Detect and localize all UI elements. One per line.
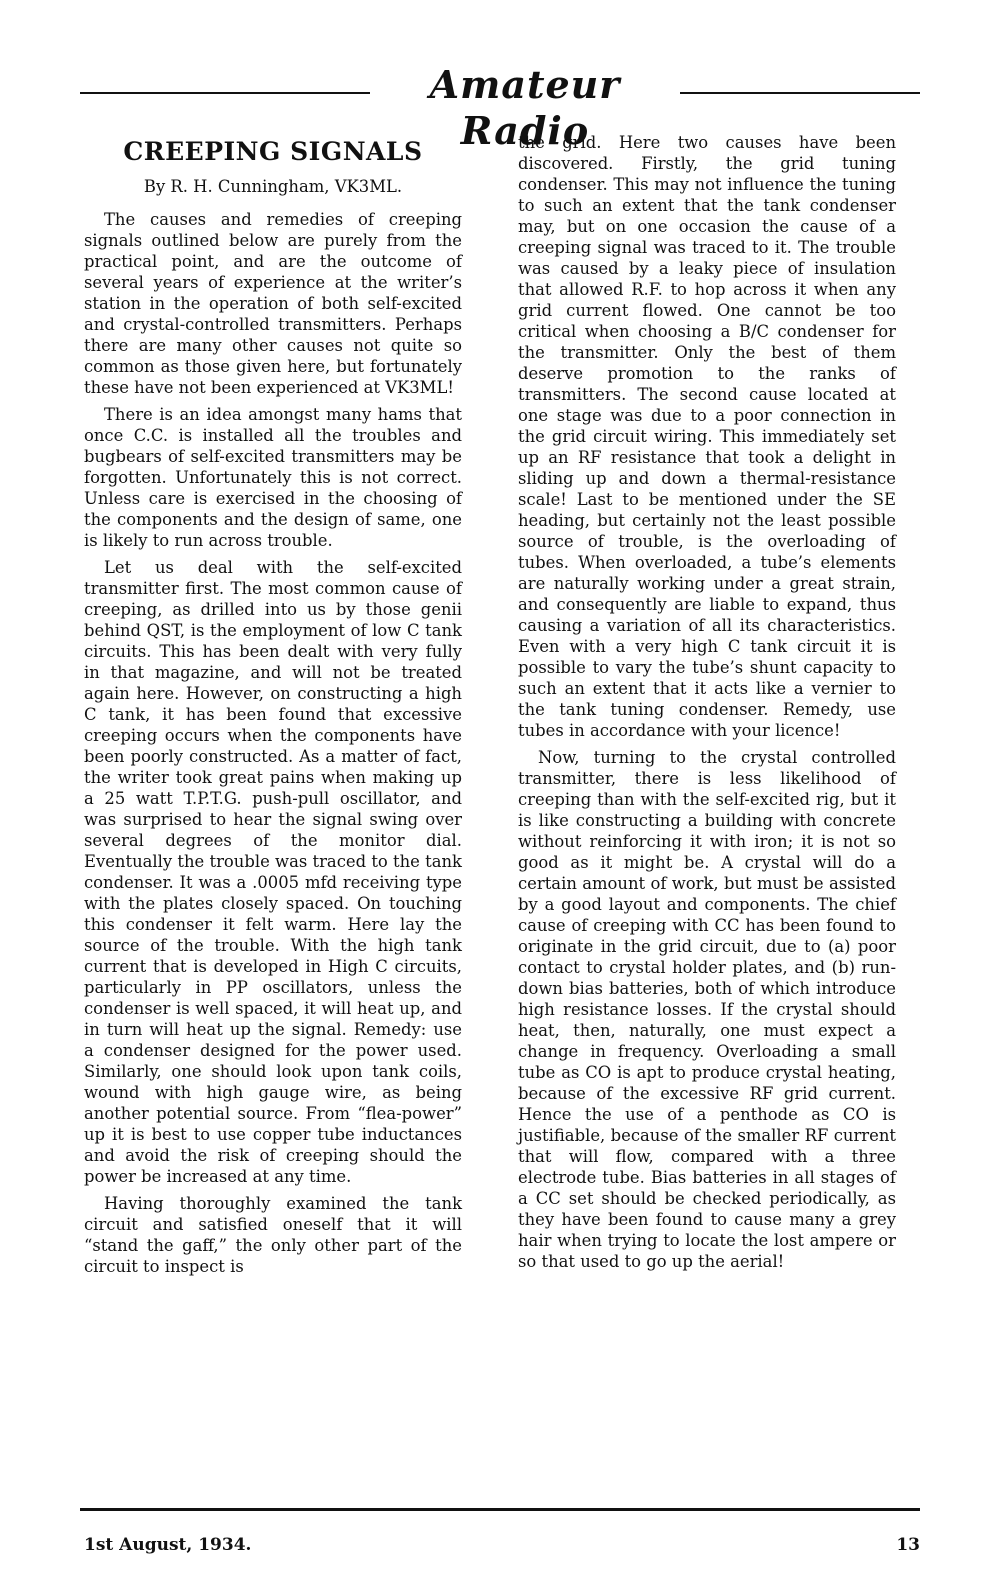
- page-number: 13: [896, 1535, 920, 1555]
- paragraph: There is an idea amongst many hams that once C.C. is installed all the troubles and bugbears of self-excited transmitters may be forgotten. Unfortunately this is not correct. Unless care is exercised in the choosing of the components and the design of same, one is likely to run across trouble.: [84, 405, 462, 550]
- masthead-title: Amateur Radio: [429, 62, 621, 153]
- paragraph: the grid. Here two causes have been discovered. Firstly, the grid tuning condenser. This may not influence the tuning to such an extent that the tank condenser may, but on one occasion the cause of a creeping signal was traced to it. The trouble was caused by a leaky piece of insulation that allowed R.F. to hop across it when any grid current flowed. One cannot be too critical when choosing a B/C condenser for the transmitter. Only the best of them deserve promotion to the ranks of transmitters. The second cause located at one stage was due to a poor connection in the grid circuit wiring. This immediately set up an RF resistance that took a delight in sliding up and down a thermal-resistance scale! Last to be mentioned under the SE heading, but certainly not the least possible source of trouble, is the overloading of tubes. When overloaded, a tube’s elements are naturally working under a great strain, and consequently are liable to expand, thus causing a variation of all its characteristics. Even with a very high C tank circuit it is possible to vary the tube’s shunt capacity to such an extent that it acts like a vernier to the tank tuning condenser. Remedy, use tubes in accordance with your licence!: [518, 133, 896, 740]
- issue-date: 1st August, 1934.: [84, 1535, 252, 1555]
- paragraph: Let us deal with the self-excited transmitter first. The most common cause of creeping, as drilled into us by those genii behind QST, is the employment of low C tank circuits. This has been dealt with very fully in that magazine, and will not be treated again here. However, on constructing a high C tank, it has been found that excessive creeping occurs when the components have been poorly constructed. As a matter of fact, the writer took great pains when making up a 25 watt T.P.T.G. push-pull oscillator, and was surprised to hear the signal swing over several degrees of the monitor dial. Eventually the trouble was traced to the tank condenser. It was a .0005 mfd receiving type with the plates closely spaced. On touching this condenser it felt warm. Here lay the source of the trouble. With the high tank current that is developed in High C circuits, particularly in PP oscillators, unless the condenser is well spaced, it will heat up, and in turn will heat up the signal. Remedy: use a condenser designed for the power used. Similarly, one should look upon tank coils, wound with high gauge wire, as being another potential source. From “flea-power” up it is best to use copper tube inductances and avoid the risk of creeping should the power be increased at any time.: [84, 558, 462, 1186]
- right-column: [518, 132, 896, 1278]
- left-column: [84, 132, 462, 1283]
- masthead-rule-right: [680, 92, 920, 94]
- footer-rule: [80, 1508, 920, 1511]
- paragraph: Now, turning to the crystal controlled transmitter, there is less likelihood of creeping than with the self-excited rig, but it is like constructing a building with concrete without reinforcing it with iron; it is not so good as it might be. A crystal will do a certain amount of work, but must be assisted by a good layout and components. The chief cause of creeping with CC has been found to originate in the grid circuit, due to (a) poor contact to crystal holder plates, and (b) run-down bias batteries, both of which introduce high resistance losses. If the crystal should heat, then, naturally, one must expect a change in frequency. Overloading a small tube as CO is apt to produce crystal heating, because of the excessive RF grid current. Hence the use of a penthode as CO is justifiable, because of the smaller RF current that will flow, compared with a three electrode tube. Bias batteries in all stages of a CC set should be checked periodically, as they have been found to cause many a grey hair when trying to locate the lost ampere or so that used to go up the aerial!: [518, 748, 896, 1271]
- article-byline: By R. H. Cunningham, VK3ML.: [143, 177, 403, 196]
- article-title: CREEPING SIGNALS: [123, 137, 423, 166]
- paragraph: Having thoroughly examined the tank circuit and satisfied oneself that it will “stand the gaff,” the only other part of the circuit to inspect is: [84, 1194, 462, 1276]
- paragraph: The causes and remedies of creeping signals outlined below are purely from the practical point, and are the outcome of several years of experience at the writer’s station in the operation of both self-excited and crystal-controlled transmitters. Perhaps there are many other causes not quite so common as those given here, but fortunately these have not been experienced at VK3ML!: [84, 210, 462, 397]
- masthead-rule-left: [80, 92, 370, 94]
